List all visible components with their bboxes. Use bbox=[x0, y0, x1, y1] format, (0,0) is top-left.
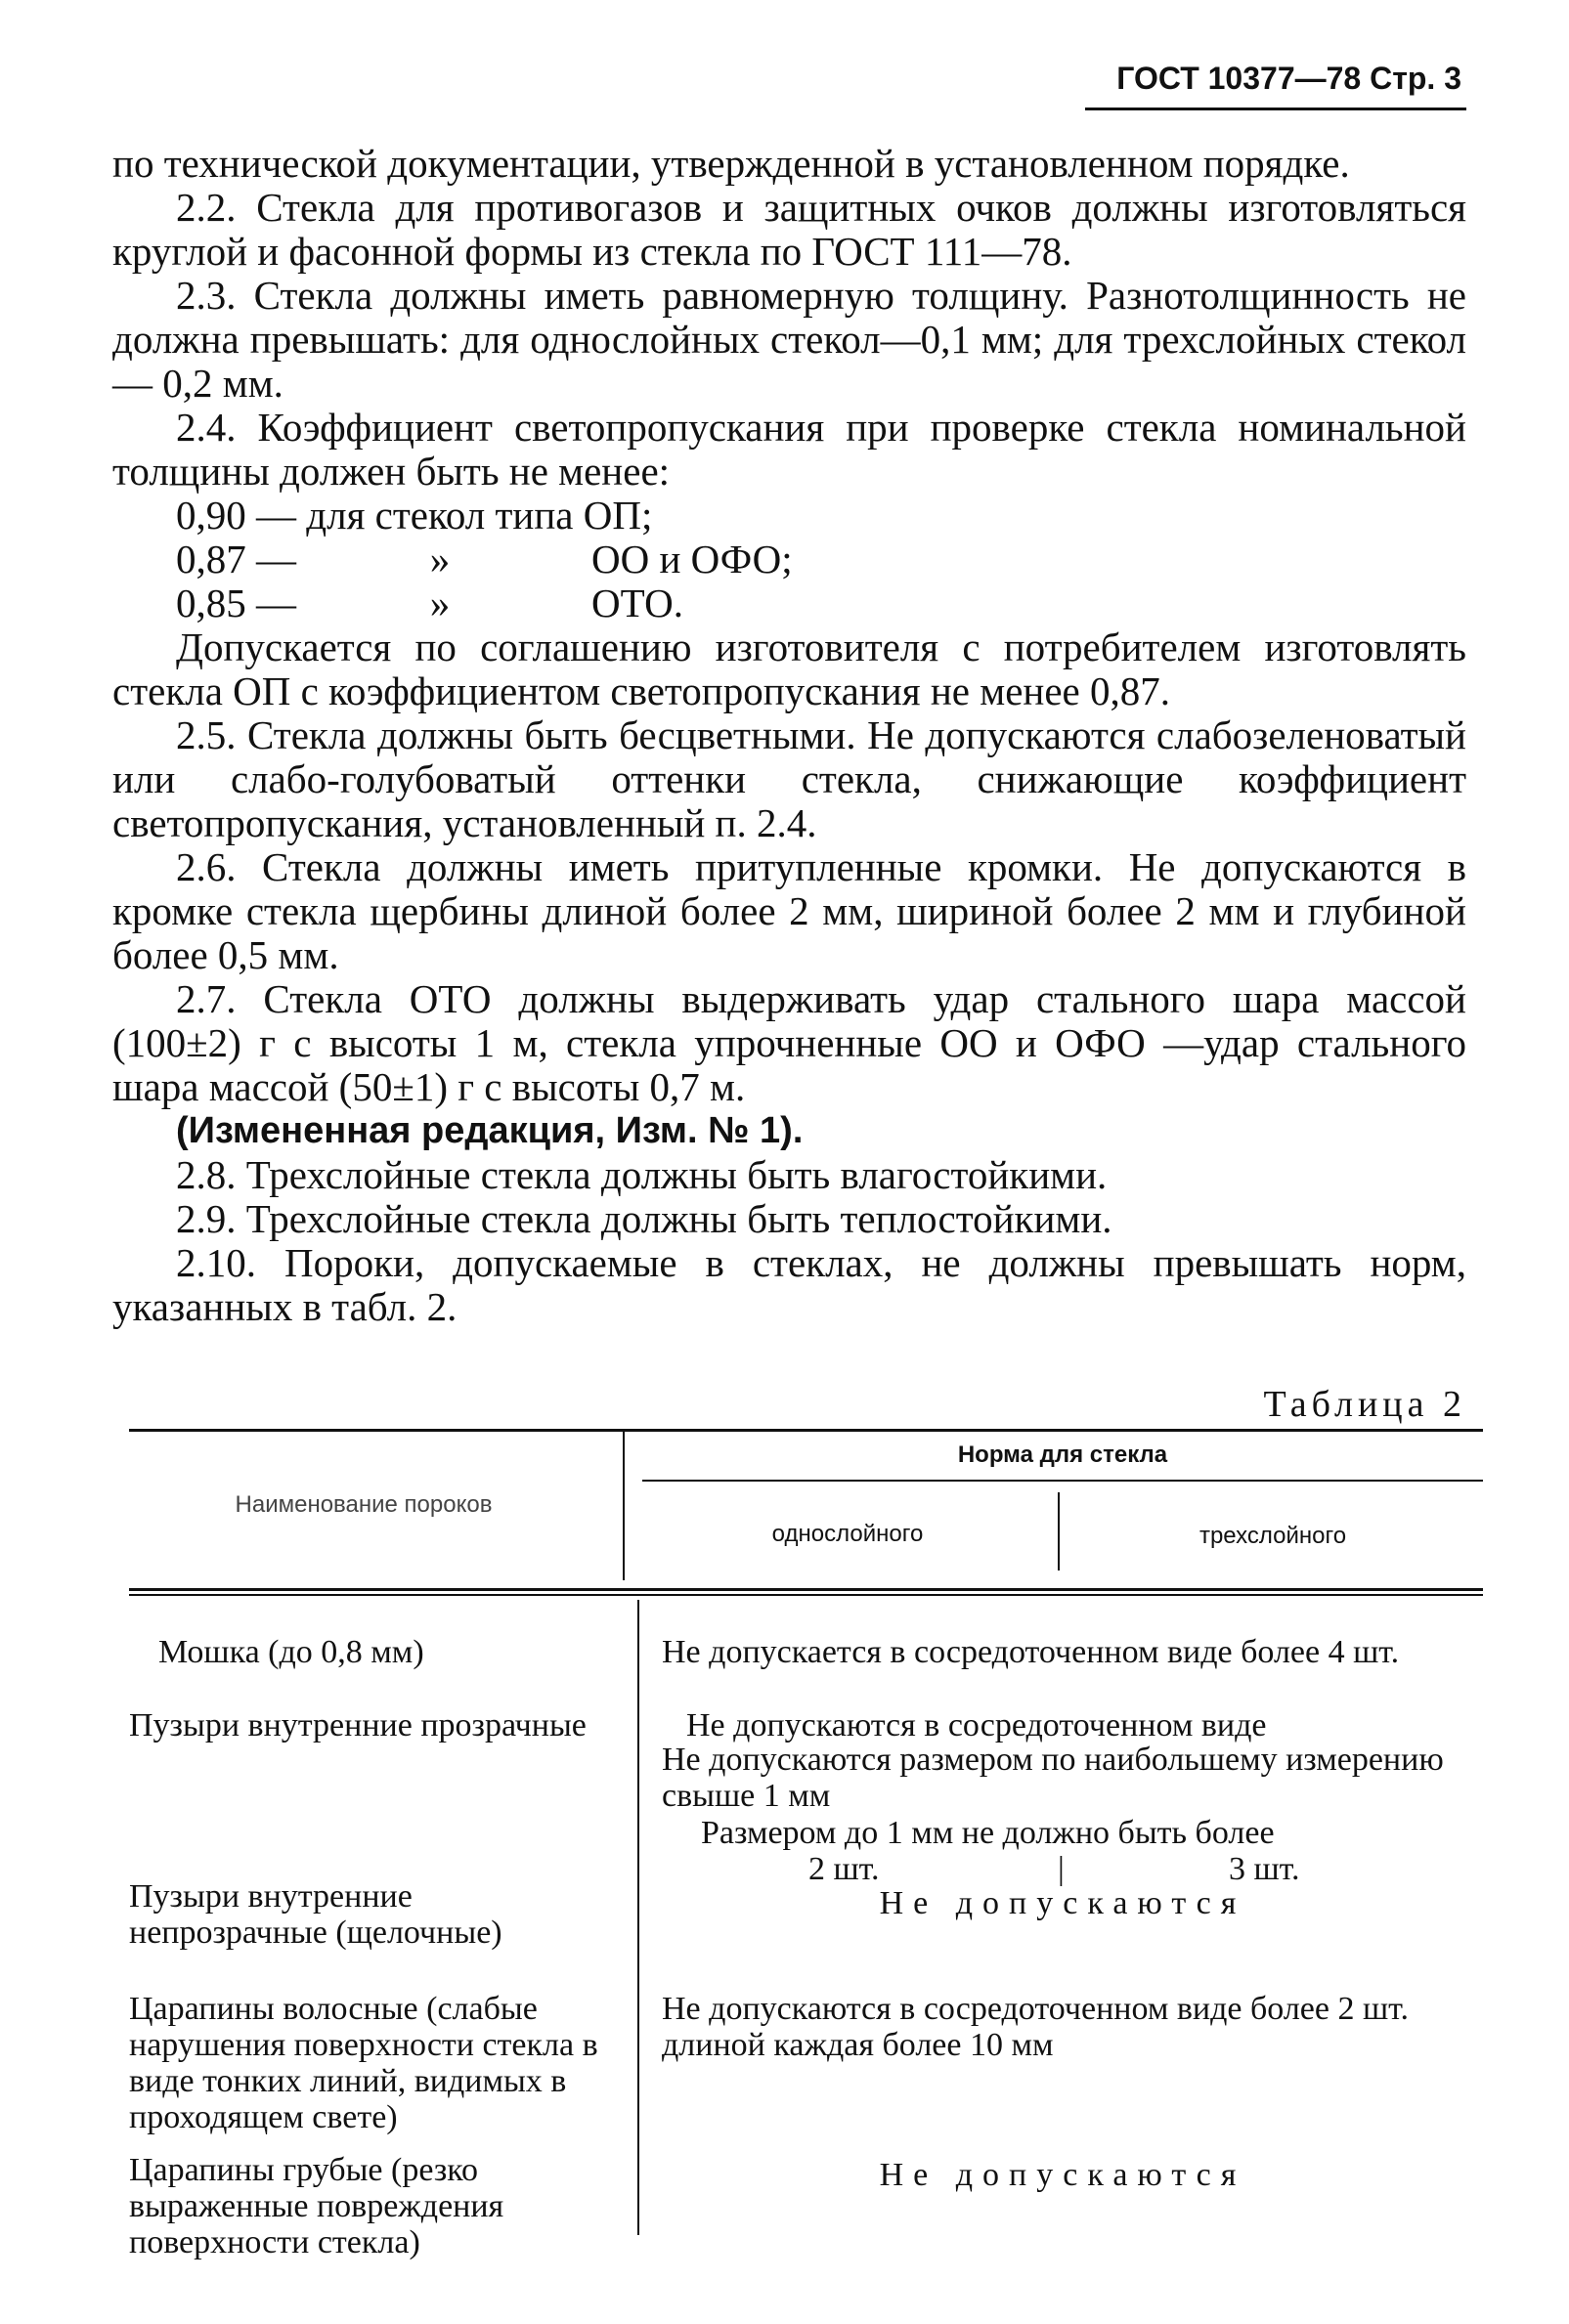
table-column-group-header: Норма для стекла bbox=[957, 1442, 1168, 1468]
table-row-norm: Не допускается в сосредоточенном виде более 4 шт. bbox=[662, 1634, 1400, 1670]
table-divider bbox=[1058, 1492, 1060, 1571]
list-mark: для стекол типа bbox=[306, 493, 574, 538]
table-top-rule bbox=[129, 1429, 1483, 1432]
table-row-triple: 3 шт. bbox=[1229, 1851, 1300, 1887]
table-head-rule bbox=[129, 1588, 1483, 1591]
table-row-norm: Размером до 1 мм не должно быть более bbox=[701, 1815, 1275, 1851]
paragraph-2-10: 2.10. Пороки, допускаемые в стеклах, не должны превышать норм, указанных в табл. 2. bbox=[112, 1240, 1466, 1329]
table-row-defect: Царапины волосные (слабые нарушения поверхности стекла в виде тонких линий, видимых в проходящем свете) bbox=[129, 1991, 598, 2135]
list-type: ОП; bbox=[583, 493, 653, 538]
list-type: ОО и ОФО; bbox=[591, 537, 793, 581]
table-divider bbox=[637, 1600, 639, 2235]
paragraph-allowance: Допускается по соглашению изготовителя с потребителем изготовлять стекла ОП с коэффициентом светопропускания не менее 0,87. bbox=[112, 624, 1466, 713]
page-header: ГОСТ 10377—78 Стр. 3 bbox=[1116, 61, 1461, 96]
paragraph-2-2: 2.2. Стекла для противогазов и защитных очков должны изготовляться круглой и фасонной формы из стекла по ГОСТ 111—78. bbox=[112, 185, 1466, 274]
transmittance-list bbox=[112, 494, 1466, 625]
table-column-header: Наименование пороков bbox=[235, 1491, 493, 1518]
amendment-note: (Измененная редакция, Изм. № 1). bbox=[176, 1110, 804, 1151]
table-caption: Таблица 2 bbox=[1263, 1384, 1466, 1425]
table-row-norm: Не допускаются размером по наибольшему измерению свыше 1 мм bbox=[662, 1742, 1444, 1814]
table-row-defect: Пузыри внутренние непрозрачные (щелочные) bbox=[129, 1878, 502, 1951]
table-divider bbox=[642, 1480, 1483, 1482]
table-row-defect: Мошка (до 0,8 мм) bbox=[158, 1634, 424, 1670]
paragraph-2-5: 2.5. Стекла должны быть бесцветными. Не допускаются слабозеленоватый или слабо-голубоватый оттенки стекла, снижающие коэффициент светопропускания, установленный п. 2.4. bbox=[112, 712, 1466, 845]
list-mark: » bbox=[429, 537, 451, 581]
list-value: 0,85 — bbox=[176, 581, 296, 625]
paragraph-2-3: 2.3. Стекла должны иметь равномерную толщину. Разнотолщинность не должна превышать: для однослойных стекол—0,1 мм; для трехслойных стекол — 0,2 мм. bbox=[112, 273, 1466, 406]
table-row-norm: Не допускаются bbox=[879, 2157, 1246, 2193]
list-item bbox=[176, 581, 1466, 625]
table-column-header: трехслойного bbox=[1199, 1523, 1347, 1549]
list-type: ОТО. bbox=[591, 581, 683, 625]
list-value: 0,87 — bbox=[176, 537, 296, 581]
list-item bbox=[176, 494, 1466, 538]
list-item bbox=[176, 538, 1466, 581]
table-row-separator: | bbox=[1058, 1851, 1065, 1887]
table-column-header: однослойного bbox=[771, 1521, 924, 1547]
header-rule bbox=[1085, 108, 1466, 110]
paragraph-continued: по технической документации, утвержденной в установленном порядке. bbox=[112, 141, 1350, 186]
table-row-norm: Не допускаются в сосредоточенном виде более 2 шт. длиной каждая более 10 мм bbox=[662, 1991, 1409, 2063]
defects-table bbox=[129, 1429, 1483, 2260]
list-mark: » bbox=[429, 581, 451, 625]
table-head-rule bbox=[129, 1594, 1483, 1596]
table-row-single: 2 шт. bbox=[808, 1851, 880, 1887]
main-text bbox=[112, 142, 1466, 1329]
table-row-norm: Не допускаются bbox=[879, 1885, 1246, 1921]
paragraph-2-8: 2.8. Трехслойные стекла должны быть влагостойкими. bbox=[176, 1152, 1108, 1197]
table-divider bbox=[623, 1429, 625, 1580]
paragraph-2-6: 2.6. Стекла должны иметь притупленные кромки. Не допускаются в кромке стекла щербины длиной более 2 мм, шириной более 2 мм и глубиной более 0,5 мм. bbox=[112, 844, 1466, 977]
paragraph-2-7: 2.7. Стекла ОТО должны выдерживать удар стального шара массой (100±2) г с высоты 1 м, стекла упрочненные ОО и ОФО —удар стального шара массой (50±1) г с высоты 0,7 м. bbox=[112, 976, 1466, 1109]
table-row-norm: Не допускаются в сосредоточенном виде bbox=[686, 1707, 1267, 1743]
paragraph-2-4: 2.4. Коэффициент светопропускания при проверке стекла номинальной толщины должен быть не менее: bbox=[112, 405, 1466, 494]
list-value: 0,90 — bbox=[176, 493, 296, 538]
table-row-defect: Пузыри внутренние прозрачные bbox=[129, 1707, 587, 1743]
paragraph-2-9: 2.9. Трехслойные стекла должны быть теплостойкими. bbox=[176, 1196, 1112, 1241]
table-row-defect: Царапины грубые (резко выраженные повреждения поверхности стекла) bbox=[129, 2152, 504, 2260]
